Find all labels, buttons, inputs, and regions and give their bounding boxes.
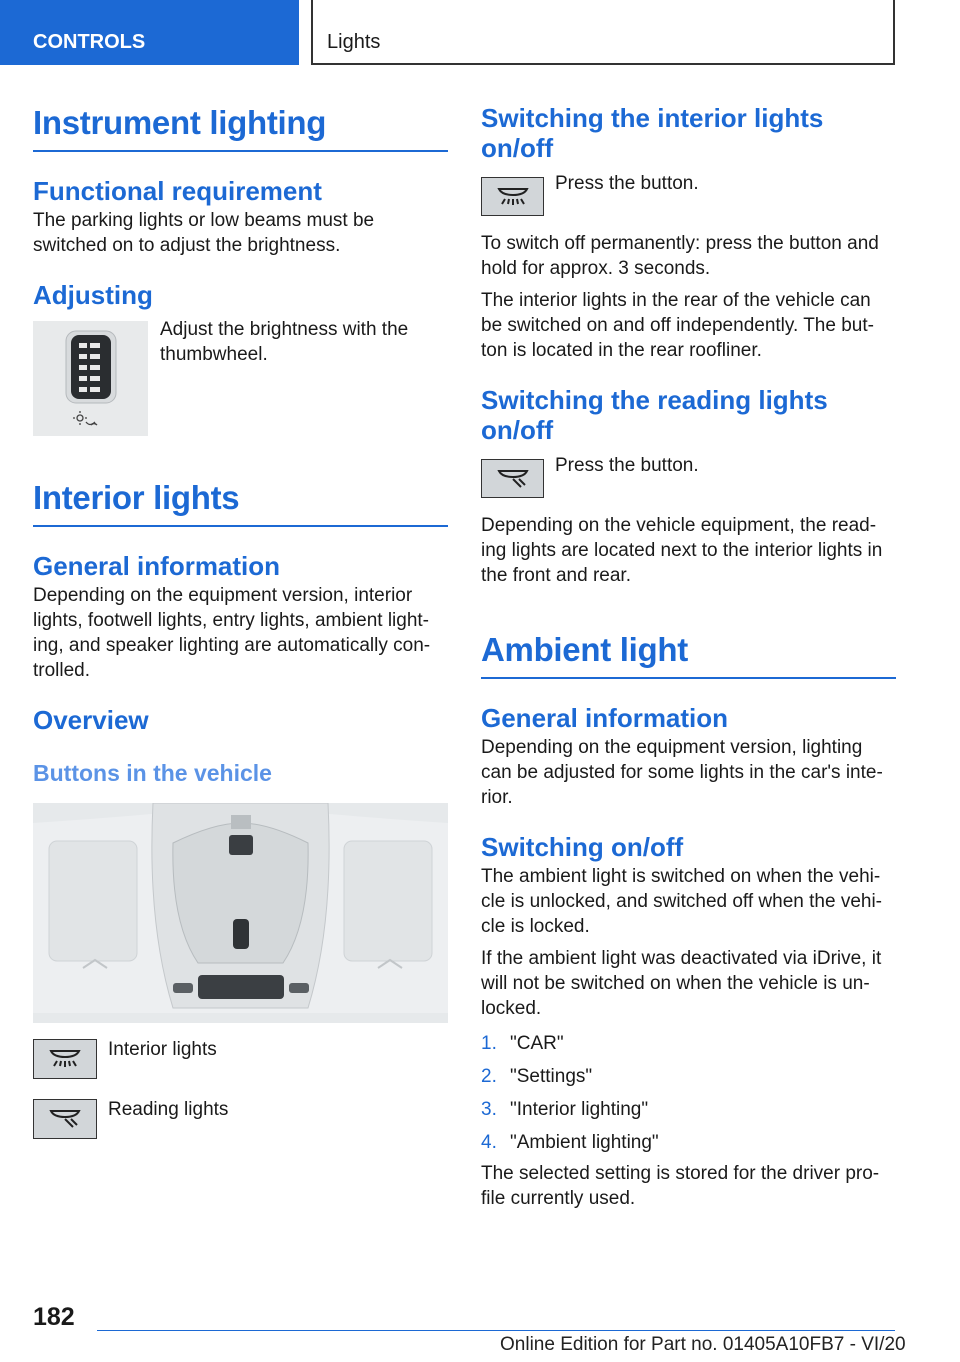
interior-lights-heading: Interior lights [33,478,448,527]
ambient-general-text: Depending on the equipment version, lighting can be adjusted for some lights in the car's inte-rior. [481,737,883,808]
reading-lights-text: Depending on the vehicle equipment, the read-ing lights are located next to the interior lights in the front and rear. [481,515,883,586]
reading-light-icon [481,459,544,498]
instrument-lighting-heading: Instrument lighting [33,103,448,152]
footer-edition[interactable]: Online Edition for Part no. 01405A10FB7 - VI/20 [500,1334,906,1355]
thumbwheel-icon [33,321,148,436]
switching-onoff-heading: Switching on/off [481,832,684,862]
roof-console-image [33,803,448,1023]
switching-onoff-text: The ambient light is switched on when the vehi-cle is unlocked, and switched off when the vehi-cle is locked. [481,866,882,937]
page-number: 182 [33,1303,75,1331]
legend-reading-text: Reading lights [108,1099,229,1120]
right-column [481,103,896,1211]
list-item [481,1097,896,1122]
general-information-text: Depending on the equipment version, interior lights, footwell lights, entry lights, ambient light-ing, and speaker lighting are automatically con-trolled. [33,585,431,681]
interior-light-icon [481,177,544,216]
left-column [33,103,448,1139]
ambient-general-heading: General information [481,703,729,733]
rear-lights-text: The interior lights in the rear of the vehicle can be switched on and off independently. The but-ton is located in the rear roofliner. [481,290,874,361]
steps-list [481,1031,896,1155]
legend-interior-row [33,1039,448,1079]
list-item [481,1130,896,1155]
chapter-tab-label: Lights [327,31,381,53]
step-text: "CAR" [510,1033,564,1054]
interior-light-icon [33,1039,97,1079]
switch-reading-heading: Switching the reading lights on/off [481,385,828,445]
legend-reading-row [33,1099,448,1139]
switch-off-text: To switch off permanently: press the button and hold for approx. 3 seconds. [481,233,879,279]
step-text: "Interior lighting" [510,1099,649,1120]
step-number: 1. [481,1033,497,1054]
switch-interior-heading: Switching the interior lights on/off [481,103,824,163]
adjusting-text: Adjust the brightness with the thumbwheel. [160,319,409,365]
section-tab[interactable] [0,0,299,65]
functional-requirement-text: The parking lights or low beams must be switched on to adjust the brightness. [33,210,375,256]
list-item [481,1064,896,1089]
overview-heading: Overview [33,705,149,735]
adjusting-row [33,321,448,436]
legend-interior-text: Interior lights [108,1039,217,1060]
chapter-tab [311,0,895,65]
functional-requirement-heading: Functional requirement [33,176,322,206]
general-information-heading: General information [33,551,281,581]
step-number: 3. [481,1099,497,1120]
section-tab-label: CONTROLS [33,31,146,53]
idrive-text: If the ambient light was deactivated via iDrive, it will not be switched on when the vehicle is un-locked. [481,948,882,1019]
step-text: "Settings" [510,1066,593,1087]
ambient-light-heading: Ambient light [481,630,896,679]
stored-setting-text: The selected setting is stored for the driver pro-file currently used. [481,1163,880,1209]
switch-interior-row [481,173,896,216]
adjusting-heading: Adjusting [33,280,153,310]
list-item [481,1031,896,1056]
press-button-text-2: Press the button. [555,455,699,476]
reading-light-icon [33,1099,97,1139]
step-number: 2. [481,1066,497,1087]
step-text: "Ambient lighting" [510,1132,659,1153]
buttons-in-vehicle-heading: Buttons in the vehicle [33,760,272,786]
step-number: 4. [481,1132,497,1153]
footer-divider [97,1330,895,1331]
switch-reading-row [481,455,896,498]
press-button-text-1: Press the button. [555,173,699,194]
